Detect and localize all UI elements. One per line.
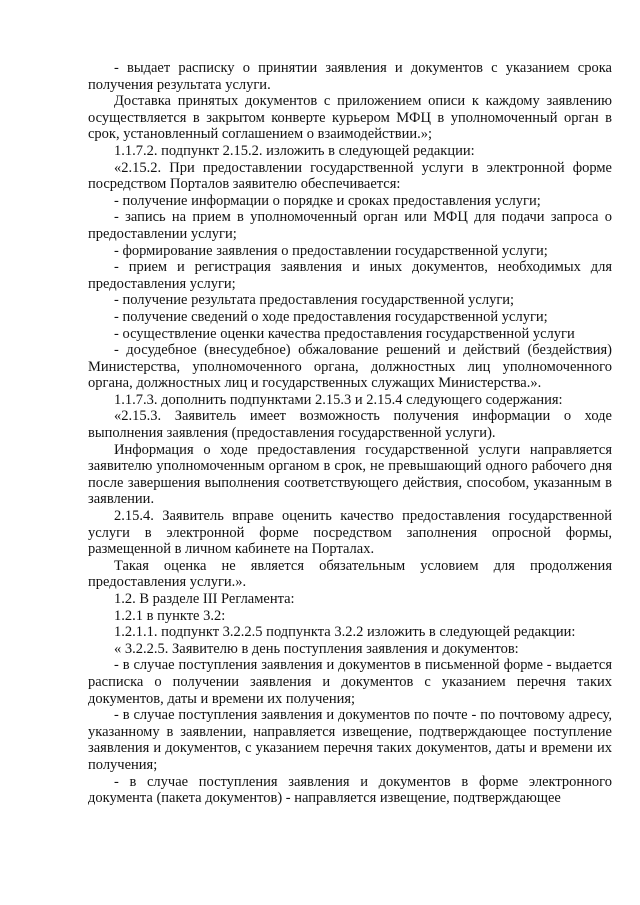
paragraph-24: - в случае поступления заявления и документов в форме электронного документа (пакета документов) - направляется извещение, подтверждающее (88, 773, 612, 807)
paragraph-7: - формирование заявления о предоставлении государственной услуги; (114, 242, 548, 259)
paragraph-10: - получение сведений о ходе предоставления государственной услуги; (114, 308, 548, 325)
paragraph-4: «2.15.2. При предоставлении государственной услуги в электронной форме посредством Порталов заявителю обеспечивается: (88, 159, 612, 193)
paragraph-11: - осуществление оценки качества предоставления государственной услуги (114, 325, 575, 342)
paragraph-22: - в случае поступления заявления и документов в письменной форме - выдается расписка о получении заявления и документов с указанием перечня таких документов, даты и времени их получения; (88, 657, 612, 707)
paragraph-23: - в случае поступления заявления и документов по почте - по почтовому адресу, указанному в заявлении, направляется извещение, подтверждающее поступление заявления и документов, с указанием перечня таких документов, даты и времени их получения; (88, 707, 612, 773)
paragraph-5: - получение информации о порядке и сроках предоставления услуги; (114, 192, 541, 209)
paragraph-21: « 3.2.2.5. Заявителю в день поступления заявления и документов: (114, 640, 519, 657)
paragraph-18: 1.2. В разделе III Регламента: (114, 591, 295, 607)
paragraph-19: 1.2.1 в пункте 3.2: (114, 607, 226, 624)
document-page (88, 60, 612, 807)
paragraph-17: Такая оценка не является обязательным условием для продолжения предоставления услуги.». (88, 557, 612, 591)
paragraph-14: «2.15.3. Заявитель имеет возможность получения информации о ходе выполнения заявления (предоставления государственной услуги). (88, 408, 612, 442)
paragraph-9: - получение результата предоставления государственной услуги; (114, 292, 515, 309)
paragraph-15: Информация о ходе предоставления государственной услуги направляется заявителю уполномоченным органом в срок, не превышающий одного рабочего дня после завершения выполнения соответствующего действия, способом, указанным в заявлении. (88, 441, 612, 508)
paragraph-13: 1.1.7.3. дополнить подпунктами 2.15.3 и 2.15.4 следующего содержания: (114, 391, 563, 408)
paragraph-8: - прием и регистрация заявления и иных документов, необходимых для предоставления услуги; (88, 259, 612, 292)
paragraph-2: Доставка принятых документов с приложением описи к каждому заявлению осуществляется в закрытом конверте курьером МФЦ в уполномоченный орган в срок, установленный соглашением о взаимодействии.»; (88, 93, 612, 143)
paragraph-6: - запись на прием в уполномоченный орган или МФЦ для подачи запроса о предоставлении услуги; (88, 209, 612, 242)
paragraph-1: - выдает расписку о принятии заявления и документов с указанием срока получения результата услуги. (88, 60, 612, 93)
paragraph-16: 2.15.4. Заявитель вправе оценить качество предоставления государственной услуги в электронной форме посредством заполнения опросной формы, размещенной в личном кабинете на Порталах. (88, 508, 612, 558)
paragraph-3: 1.1.7.2. подпункт 2.15.2. изложить в следующей редакции: (114, 142, 475, 159)
paragraph-20: 1.2.1.1. подпункт 3.2.2.5 подпункта 3.2.2 изложить в следующей редакции: (114, 624, 576, 641)
paragraph-12: - досудебное (внесудебное) обжалование решений и действий (бездействия) Министерства, уполномоченного органа, должностных лиц уполномоченного органа, должностных лиц и государственных служащих Министерства.». (88, 342, 612, 392)
